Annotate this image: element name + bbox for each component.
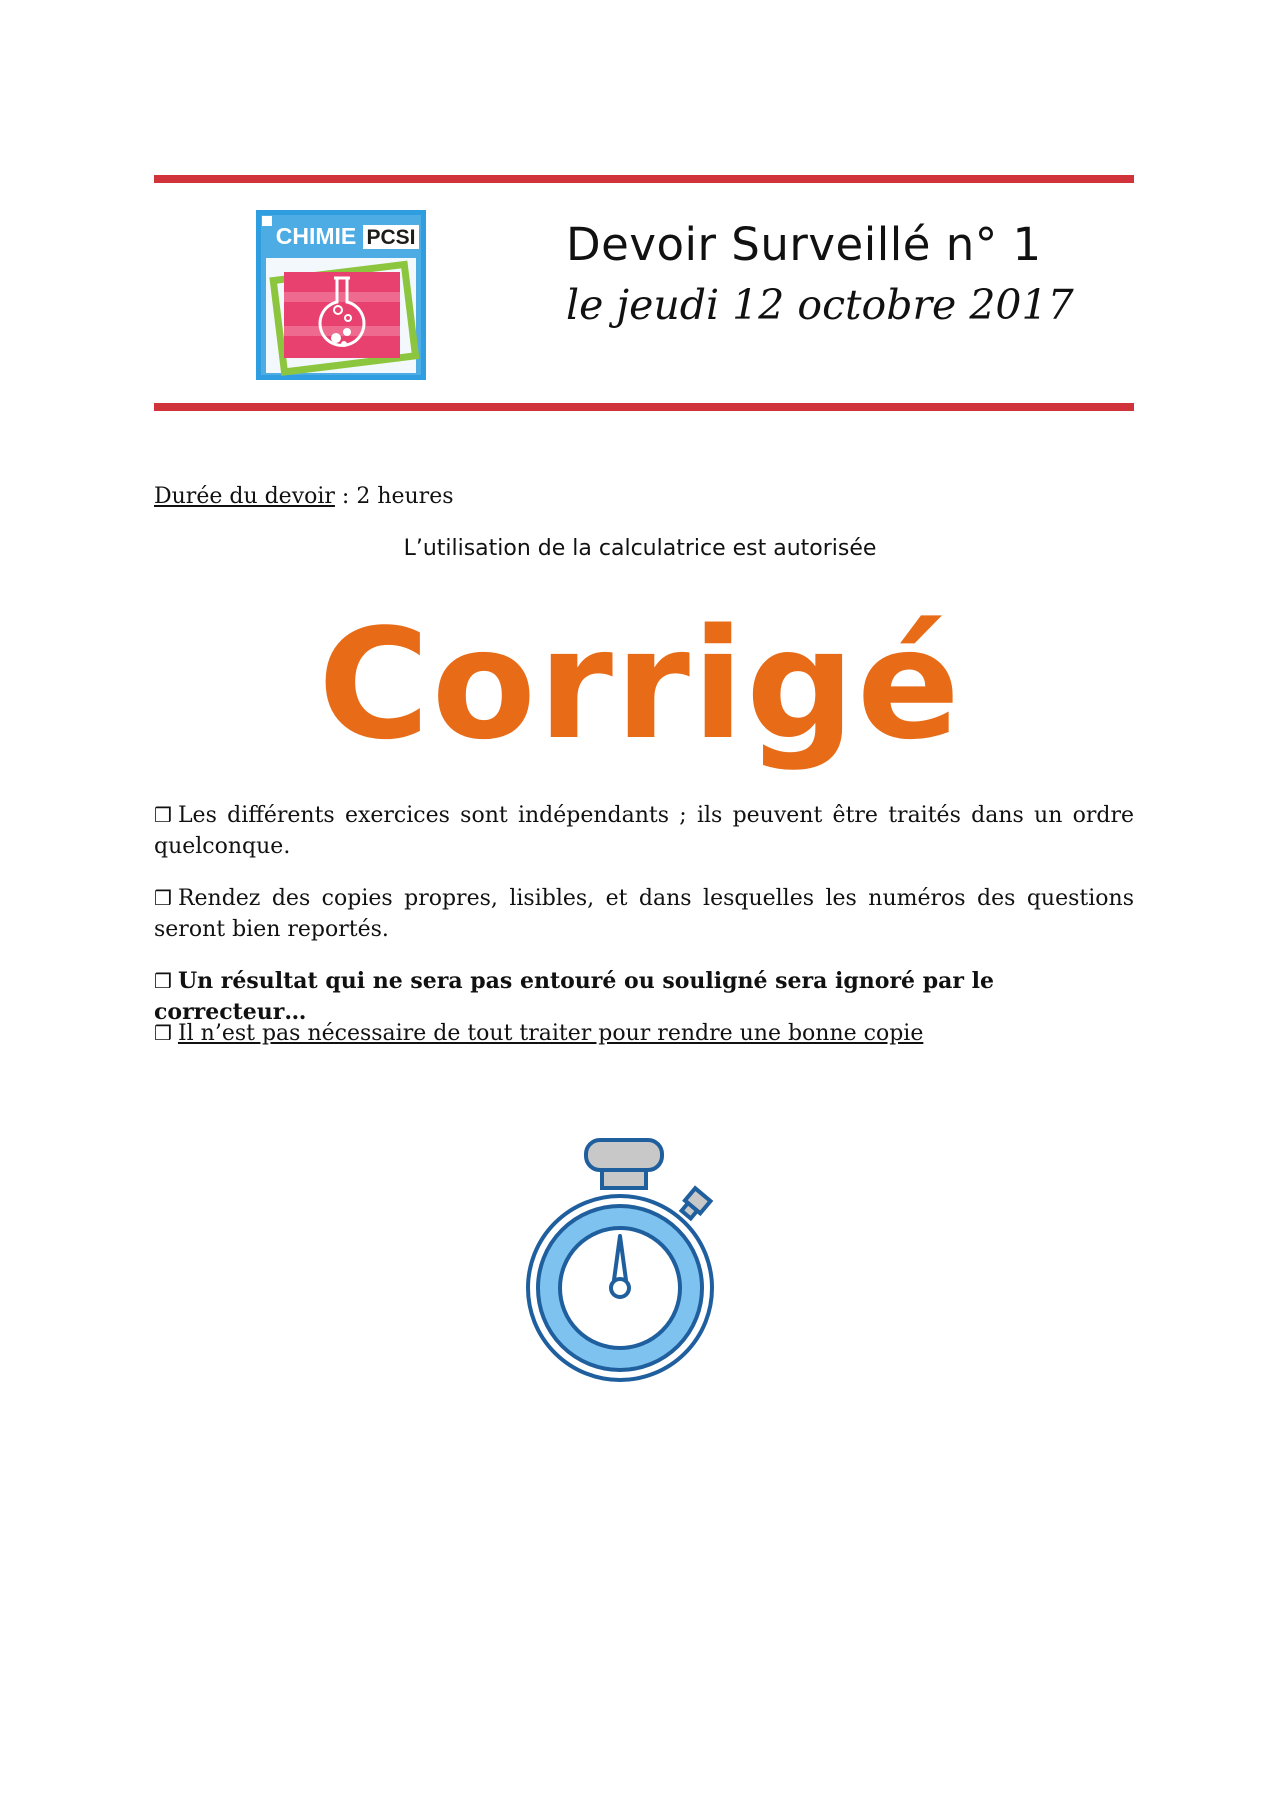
instruction-item [154,800,1134,862]
header-bottom-rule [154,403,1134,411]
svg-text:CHIMIE: CHIMIE [275,223,357,249]
duration-line [154,484,454,509]
instruction-text: Il n’est pas nécessaire de tout traiter pour rendre une bonne copie [177,1021,924,1046]
instruction-item [154,1018,1134,1049]
svg-text:PCSI: PCSI [366,226,416,249]
instruction-text: Les différents exercices sont indépendants ; ils peuvent être traités dans un ordre quelconque. [154,803,1134,859]
chimie-pcsi-logo [256,210,426,380]
stopwatch-illustration [518,1138,718,1388]
header-title-block [566,215,1126,335]
checkbox-bullet-icon: ❒ [154,1021,172,1045]
flask-logo-icon [256,210,426,380]
stopwatch-icon [518,1138,718,1388]
duration-label: Durée du devoir [154,484,335,509]
header-top-rule [154,175,1134,183]
exam-date: le jeudi 12 octobre 2017 [566,281,1074,329]
calculator-notice: L’utilisation de la calculatrice est autorisée [403,536,877,561]
corrige-stamp: Corrigé [318,596,962,773]
page-title: Devoir Surveillé n° 1 [566,218,1042,271]
instruction-text: Rendez des copies propres, lisibles, et dans lesquelles les numéros des questions seront bien reportés. [154,886,1134,942]
instruction-item [154,883,1134,945]
checkbox-bullet-icon: ❒ [154,886,172,910]
instruction-text: Un résultat qui ne sera pas entouré ou souligné sera ignoré par le correcteur… [154,968,994,1025]
checkbox-bullet-icon: ❒ [154,969,172,993]
checkbox-bullet-icon: ❒ [154,803,172,827]
duration-value: : 2 heures [334,484,454,509]
